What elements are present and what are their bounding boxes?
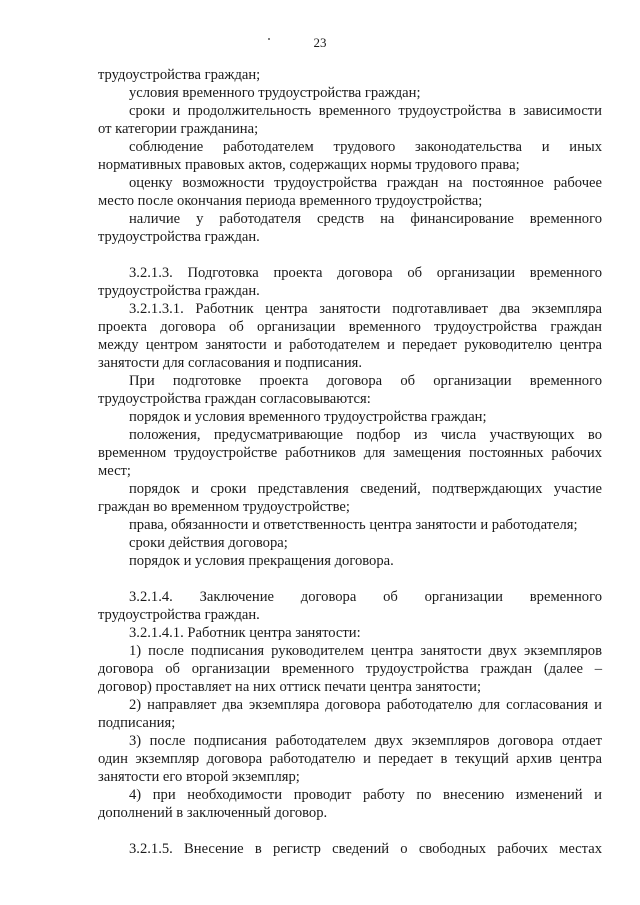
page-number: 23 [313,35,327,50]
text-line: дополнений в заключенный договор. [98,805,328,821]
section-heading: 3.2.1.4. Заключение договора об организации временного [129,589,602,605]
text-line: договор) проставляет на них оттиск печати центра занятости; [98,679,482,695]
text-line: занятости для согласования и подписания. [98,355,363,371]
section-heading: 3.2.1.5. Внесение в регистр сведений о свободных рабочих местах [129,841,602,857]
text-line: от категории гражданина; [98,121,259,137]
text-line: оценку возможности трудоустройства граждан на постоянное рабочее [129,175,602,191]
text-line: 3) после подписания работодателем двух экземпляров договора отдает [129,733,602,749]
text-line: проекта договора об организации временного трудоустройства граждан [98,319,602,335]
scan-speck [268,38,270,40]
text-line: сроки действия договора; [129,535,288,551]
text-line: условия временного трудоустройства граждан; [129,85,421,101]
text-line: порядок и сроки представления сведений, подтверждающих участие [129,481,602,497]
text-line: порядок и условия прекращения договора. [129,553,394,569]
text-line: порядок и условия временного трудоустройства граждан; [129,409,487,425]
text-line: место после окончания периода временного трудоустройства; [98,193,483,209]
section-heading: 3.2.1.3. Подготовка проекта договора об организации временного [129,265,602,281]
text-line: 1) после подписания руководителем центра занятости двух экземпляров [129,643,602,659]
text-line: наличие у работодателя средств на финансирование временного [129,211,602,227]
text-line: занятости его второй экземпляр; [98,769,300,785]
text-line: нормативных правовых актов, содержащих нормы трудового права; [98,157,520,173]
text-line: подписания; [98,715,176,731]
text-line: трудоустройства граждан. [98,283,260,299]
text-line: трудоустройства граждан. [98,229,260,245]
text-line: между центром занятости и работодателем и передает руководителю центра [98,337,602,353]
text-line: трудоустройства граждан согласовываются: [98,391,371,407]
text-line: 2) направляет два экземпляра договора работодателю для согласования и [129,697,602,713]
text-line: договора об организации временного трудоустройства граждан (далее – [98,661,602,677]
text-line: мест; [98,463,131,479]
text-line: права, обязанности и ответственность центра занятости и работодателя; [129,517,578,533]
text-line: трудоустройства граждан. [98,607,260,623]
text-line: При подготовке проекта договора об организации временного [129,373,602,389]
text-line: сроки и продолжительность временного трудоустройства в зависимости [129,103,602,119]
text-line: положения, предусматривающие подбор из числа участвующих во [129,427,602,443]
text-line: 3.2.1.4.1. Работник центра занятости: [129,625,361,641]
text-line: 3.2.1.3.1. Работник центра занятости подготавливает два экземпляра [129,301,602,317]
text-line: один экземпляр договора работодателю и передает в текущий архив центра [98,751,602,767]
text-line: соблюдение работодателем трудового законодательства и иных [129,139,602,155]
text-line: трудоустройства граждан; [98,67,261,83]
text-line: временном трудоустройстве работников для замещения постоянных рабочих [98,445,602,461]
text-line: граждан во временном трудоустройстве; [98,499,350,515]
text-line: 4) при необходимости проводит работу по внесению изменений и [129,787,602,803]
